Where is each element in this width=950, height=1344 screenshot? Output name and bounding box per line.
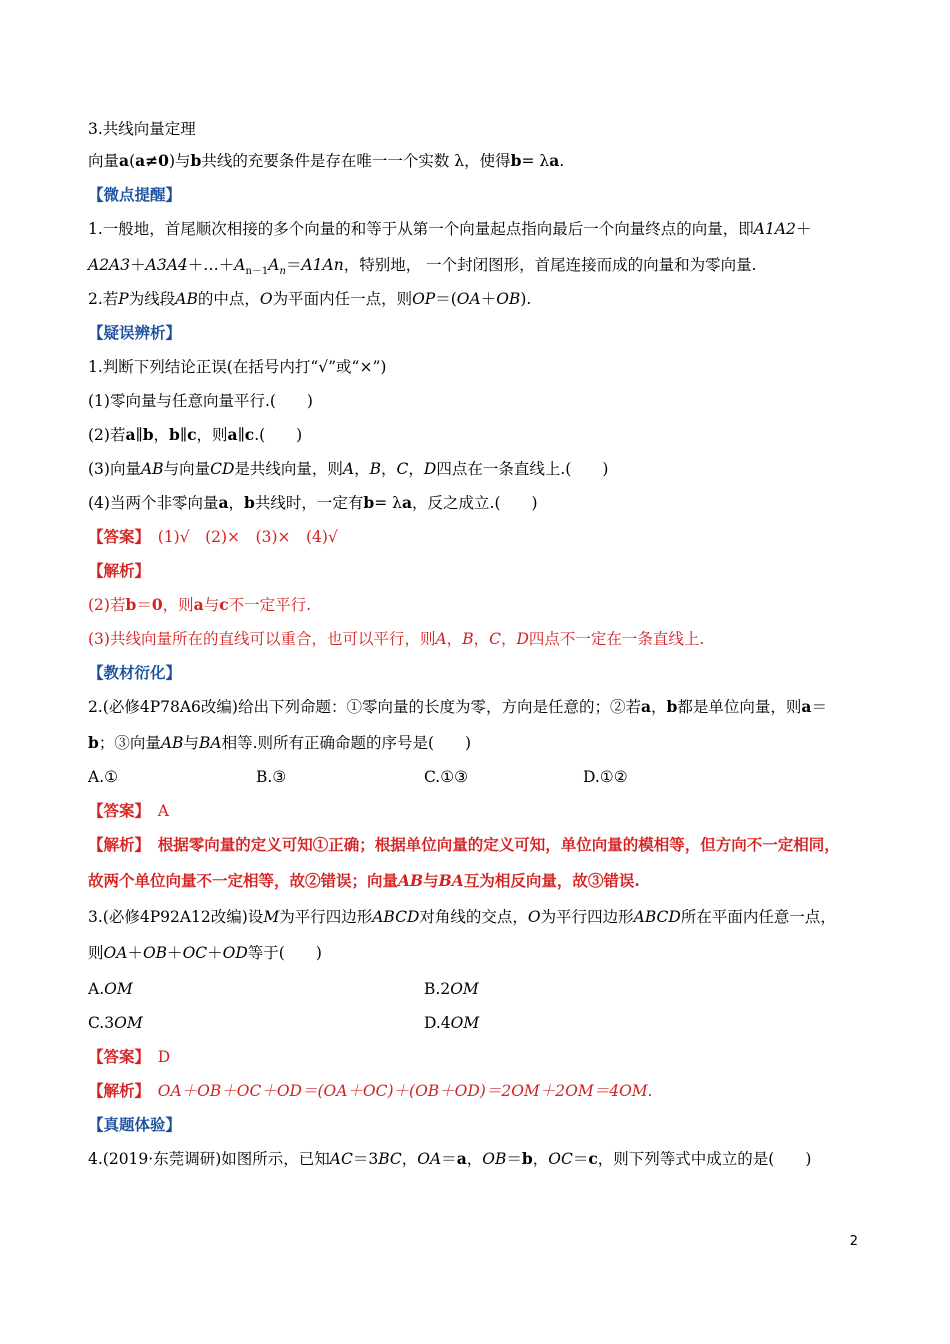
q1-explanation-1: (2)若b＝0，则a与c不一定平行.	[88, 595, 312, 614]
q3-line1: 3.(必修4P92A12改编)设M为平行四边形ABCD对角线的交点，O为平行四边形ABCD所在平面内任意一点，	[88, 908, 836, 926]
q2-explanation-1: 【解析】 根据零向量的定义可知①正确；根据单位向量的定义可知，单位向量的模相等，但方向不一定相同，	[88, 835, 840, 854]
q2-line2: b；③向量AB与BA相等.则所有正确命题的序号是( )	[88, 733, 472, 752]
heading-textbook: 【教材衍化】	[88, 663, 182, 682]
q2-option-b: B.③	[256, 768, 287, 786]
q1-item2: (2)若a∥b，b∥c，则a∥c.( )	[88, 425, 303, 444]
q3-option-b: B.2OM	[424, 980, 479, 998]
q1-explanation-heading: 【解析】	[88, 561, 151, 580]
q3-option-a: A.OM	[88, 980, 133, 998]
q1-item4: (4)当两个非零向量a，b共线时，一定有b= λa，反之成立.( )	[88, 493, 538, 512]
tip1-line1: 1.一般地，首尾顺次相接的多个向量的和等于从第一个向量起点指向最后一个向量终点的向量，即A1A2＋	[88, 220, 812, 238]
q3-answer: 【答案】 D	[88, 1047, 171, 1066]
q1-stem: 1.判断下列结论正误(在括号内打“√”或“×”)	[88, 358, 387, 376]
q1-item3: (3)向量AB与向量CD是共线向量，则A，B，C，D四点在一条直线上.( )	[88, 460, 609, 478]
section3-title: 3.共线向量定理	[88, 120, 196, 138]
q2-option-a: A.①	[88, 768, 119, 786]
q3-explanation: 【解析】 OA＋OB＋OC＋OD＝(OA＋OC)＋(OB＋OD)＝2OM＋2OM＝4OM.	[88, 1081, 653, 1100]
q2-line1: 2.(必修4P78A6改编)给出下列命题：①零向量的长度为零，方向是任意的；②若a，b都是单位向量，则a＝	[88, 697, 827, 716]
q2-option-d: D.①②	[583, 768, 628, 786]
heading-diagnosis: 【疑误辨析】	[88, 323, 182, 342]
q4-stem: 4.(2019·东莞调研)如图所示，已知AC＝3BC，OA＝a，OB＝b，OC＝c，则下列等式中成立的是( )	[88, 1149, 812, 1168]
collinear-theorem-text: 向量a(a≠0)与b共线的充要条件是存在唯一一个实数 λ，使得b= λa.	[88, 151, 565, 170]
q1-item1: (1)零向量与任意向量平行.( )	[88, 392, 313, 410]
q2-option-c: C.①③	[424, 768, 469, 786]
heading-real-exam: 【真题体验】	[88, 1115, 182, 1134]
q3-option-c: C.3OM	[88, 1014, 143, 1032]
q3-line2: 则OA＋OB＋OC＋OD等于( )	[88, 944, 322, 962]
q1-explanation-2: (3)共线向量所在的直线可以重合，也可以平行，则A，B，C，D四点不一定在一条直线上.	[88, 630, 705, 648]
q2-answer: 【答案】 A	[88, 801, 169, 820]
tip2: 2.若P为线段AB的中点，O为平面内任一点，则OP＝(OA＋OB).	[88, 290, 532, 308]
page-number: 2	[849, 1234, 858, 1249]
q3-option-d: D.4OM	[424, 1014, 480, 1032]
q2-explanation-2: 故两个单位向量不一定相等，故②错误；向量AB与BA互为相反向量，故③错误.	[88, 871, 640, 890]
heading-tips: 【微点提醒】	[88, 185, 182, 204]
tip1-line2: $A2A3+A3A4+\dots+A_{n-1}A_n=A1An$，特别地， 一个封闭图形，首尾连接而成的向量和为零向量.	[88, 256, 757, 278]
q1-answer: 【答案】 (1)√ (2)× (3)× (4)√	[88, 527, 338, 546]
